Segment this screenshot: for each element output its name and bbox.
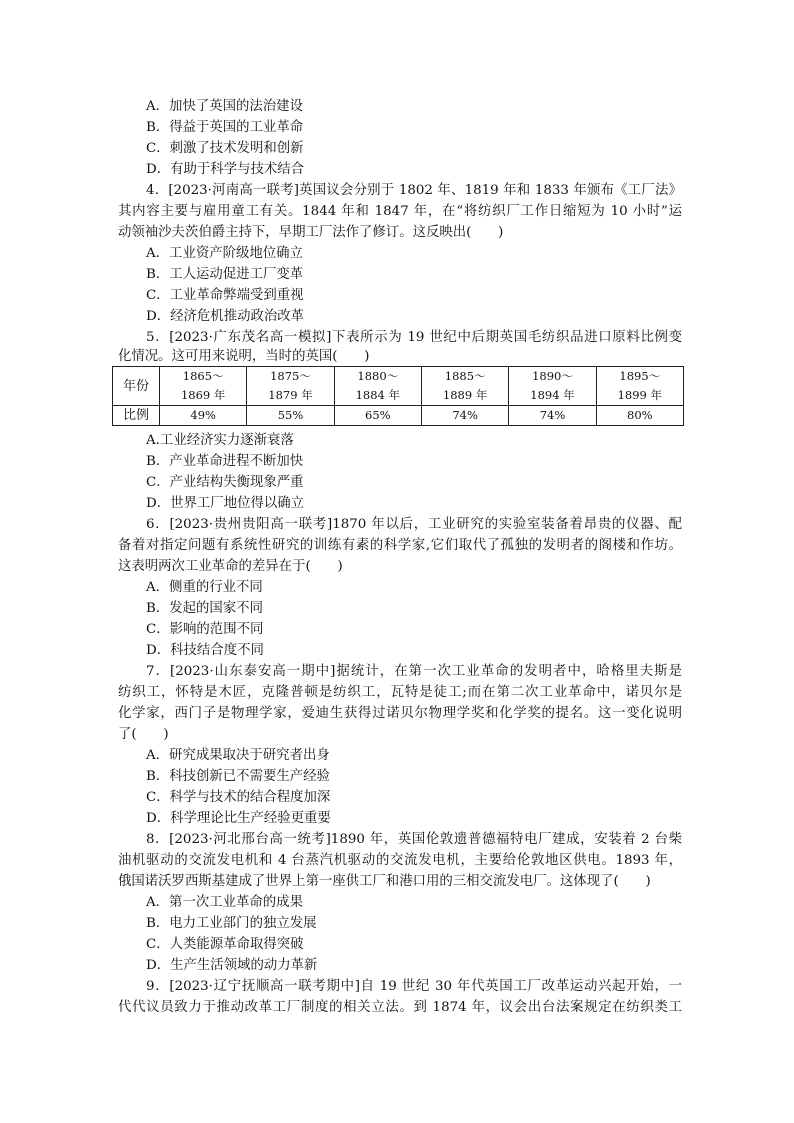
- q9-stem-line-2: 代代议员致力于推动改革工厂制度的相关立法。到 1874 年，议会出台法案规定在纺织类工: [118, 1000, 682, 1015]
- q7-option-b: B．科技创新已不需要生产经验: [146, 769, 330, 784]
- table-cell-ratio: 74%: [421, 406, 508, 426]
- q9-stem-line-1: 9．[2023·辽宁抚顺高一联考期中]自 19 世纪 30 年代英国工厂改革运动兴起开始，一: [146, 979, 682, 994]
- q4-option-c: C．工业革命弊端受到重视: [146, 288, 304, 303]
- q7-option-d: D．科学理论比生产经验更重要: [146, 811, 331, 826]
- table-cell-period: 1865～ 1869 年: [160, 367, 247, 406]
- q8-option-b: B．电力工业部门的独立发展: [146, 916, 317, 931]
- table-row-ratios: [113, 406, 684, 426]
- q8-option-d: D．生产生活领域的动力革新: [146, 958, 318, 973]
- table-cell-ratio: 49%: [160, 406, 247, 426]
- q3-option-b: B．得益于英国的工业革命: [146, 120, 304, 135]
- table-cell-period: 1890～ 1894 年: [509, 367, 596, 406]
- q8-stem-line-3: 俄国诺沃罗西斯基建成了世界上第一座供工厂和港口用的三相交流发电厂。这体现了( ): [118, 874, 651, 889]
- table-cell-period: 1880～ 1884 年: [334, 367, 421, 406]
- q6-option-a: A．侧重的行业不同: [146, 580, 263, 595]
- q5-option-b: B．产业革命进程不断加快: [146, 454, 304, 469]
- table-cell-period: 1895～ 1899 年: [596, 367, 683, 406]
- q4-stem-line-2: 其内容主要与雇用童工有关。1844 年和 1847 年，在“将纺织厂工作日缩短为 10 小时”运: [118, 204, 682, 219]
- q8-option-c: C．人类能源革命取得突破: [146, 937, 304, 952]
- q4-option-d: D．经济危机推动政治改革: [146, 309, 305, 324]
- q7-option-a: A．研究成果取决于研究者出身: [146, 748, 330, 763]
- q6-option-b: B．发起的国家不同: [146, 601, 263, 616]
- q4-option-a: A．工业资产阶级地位确立: [146, 246, 303, 261]
- q4-stem-line-3: 动领袖沙夫茨伯爵主持下，早期工厂法作了修订。这反映出( ): [118, 225, 504, 240]
- q8-stem-line-1: 8．[2023·河北邢台高一统考]1890 年，英国伦敦遗普德福特电厂建成，安装着 2 台柴: [146, 832, 682, 847]
- q5-option-c: C．产业结构失衡现象严重: [146, 475, 304, 490]
- table-header-ratio: 比例: [113, 406, 160, 426]
- table-cell-ratio: 74%: [509, 406, 596, 426]
- q6-stem-line-3: 这表明两次工业革命的差异在于( ): [118, 559, 343, 574]
- q7-stem-line-1: 7．[2023·山东泰安高一期中]据统计，在第一次工业革命的发明者中，哈格里夫斯是: [146, 664, 682, 679]
- table-cell-ratio: 65%: [334, 406, 421, 426]
- table-row-years: [113, 367, 684, 406]
- q6-option-c: C．影响的范围不同: [146, 622, 264, 637]
- q8-option-a: A．第一次工业革命的成果: [146, 895, 303, 910]
- table-cell-period: 1875～ 1879 年: [247, 367, 334, 406]
- q4-stem-line-1: 4．[2023·河南高一联考]英国议会分别于 1802 年、1819 年和 1833 年颁布《工厂法》: [146, 183, 682, 198]
- q3-option-c: C．刺激了技术发明和创新: [146, 141, 304, 156]
- q5-option-d: D．世界工厂地位得以确立: [146, 496, 305, 511]
- q5-stem-line-2: 化情况。这可用来说明，当时的英国( ): [118, 349, 370, 364]
- q5-option-a: A.工业经济实力逐渐衰落: [146, 433, 294, 448]
- q8-stem-line-2: 油机驱动的交流发电机和 4 台蒸汽机驱动的交流发电机，主要给伦敦地区供电。1893 年，: [118, 853, 682, 868]
- q5-data-table: [112, 366, 684, 426]
- table-header-year: 年份: [113, 367, 160, 406]
- q7-stem-line-4: 了( ): [118, 727, 169, 742]
- table-cell-ratio: 55%: [247, 406, 334, 426]
- table-cell-period: 1885～ 1889 年: [421, 367, 508, 406]
- q7-stem-line-2: 纺织工，怀特是木匠，克隆普顿是纺织工，瓦特是徒工;而在第二次工业革命中，诺贝尔是: [118, 685, 682, 700]
- q4-option-b: B．工人运动促进工厂变革: [146, 267, 304, 282]
- table-cell-ratio: 80%: [596, 406, 683, 426]
- q3-option-d: D．有助于科学与技术结合: [146, 162, 305, 177]
- q6-option-d: D．科技结合度不同: [146, 643, 264, 658]
- q7-stem-line-3: 化学家，西门子是物理学家，爱迪生获得过诺贝尔物理学奖和化学奖的提名。这一变化说明: [118, 706, 682, 721]
- q7-option-c: C．科学与技术的结合程度加深: [146, 790, 331, 805]
- q6-stem-line-1: 6．[2023·贵州贵阳高一联考]1870 年以后，工业研究的实验室装备着昂贵的仪器、配: [146, 517, 682, 532]
- q3-option-a: A．加快了英国的法治建设: [146, 99, 303, 114]
- q5-stem-line-1: 5．[2023·广东茂名高一模拟]下表所示为 19 世纪中后期英国毛纺织品进口原料比例变: [146, 330, 682, 345]
- q6-stem-line-2: 备着对指定问题有系统性研究的训练有素的科学家,它们取代了孤独的发明者的阁楼和作坊。: [118, 538, 682, 553]
